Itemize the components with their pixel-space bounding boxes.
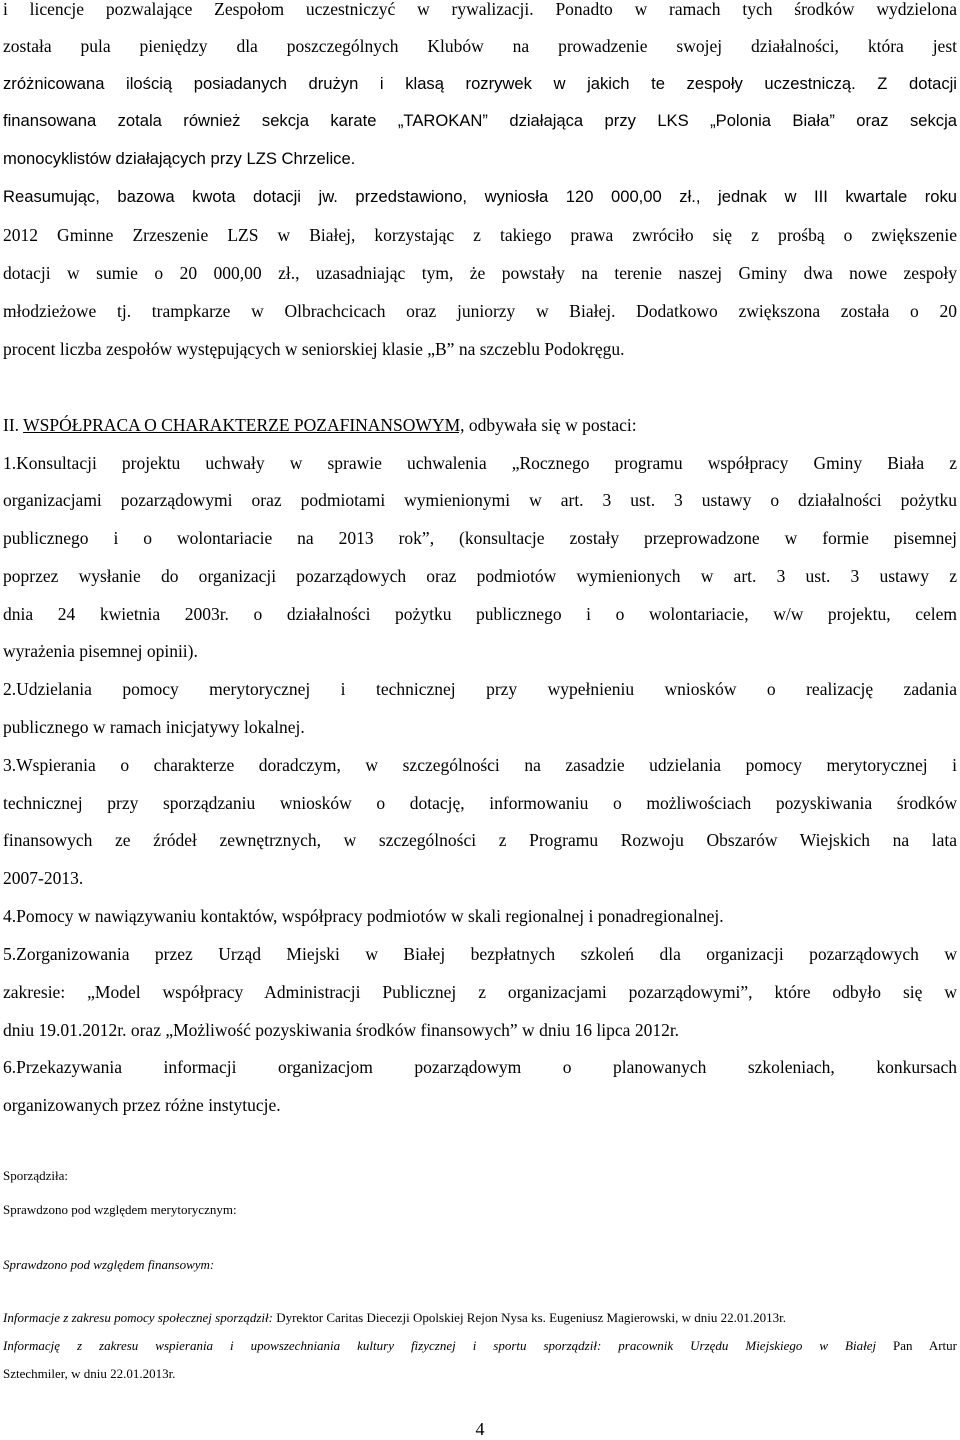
section-title-suffix: odbywała się w postaci:: [464, 415, 637, 435]
list-line: zakresie: „Model współpracy Administracji Publicznej z organizacjami pozarządowymi”, które odbyło się w: [3, 982, 957, 1002]
list-line: finansowych ze źródeł zewnętrznych, w szczególności z Programu Rozwoju Obszarów Wiejskich na lata: [3, 830, 957, 850]
list-line: dnia 24 kwietnia 2003r. o działalności pożytku publicznego i o wolontariacie, w/w projektu, celem: [3, 604, 957, 624]
list-line: 5.Zorganizowania przez Urząd Miejski w Białej bezpłatnych szkoleń dla organizacji pozarządowych w: [3, 944, 957, 964]
list-line: publicznego i o wolontariacie na 2013 rok”, (konsultacje zostały przeprowadzone w formie pisemnej: [3, 528, 957, 548]
page-number: 4: [475, 1419, 485, 1439]
footer-info-1-label: Informacje z zakresu pomocy społecznej sporządził:: [3, 1310, 273, 1325]
list-line: 2007-2013.: [3, 868, 84, 888]
footer-info-3: Sztechmiler, w dniu 22.01.2013r.: [3, 1366, 176, 1381]
footer-info-2-label: Informację z zakresu wspierania i upowszechniania kultury fizycznej i sportu sporządził: pracownik Urzędu Miejskiego w Białej: [3, 1338, 877, 1353]
body-line: monocyklistów działających przy LZS Chrzelice.: [3, 149, 356, 168]
list-line: poprzez wysłanie do organizacji pozarządowych oraz podmiotów wymienionych w art. 3 ust. 3 ustawy z: [3, 566, 957, 586]
body-line: młodzieżowe tj. trampkarze w Olbrachcicach oraz juniorzy w Białej. Dodatkowo zwiększona została o 20: [3, 301, 957, 321]
list-line: wyrażenia pisemnej opinii).: [3, 641, 198, 661]
section-title: WSPÓŁPRACA O CHARAKTERZE POZAFINANSOWYM,: [23, 415, 465, 435]
footer-info-1-value: Dyrektor Caritas Diecezji Opolskiej Rejon Nysa ks. Eugeniusz Magierowski, w dniu 22.01.2013r.: [272, 1310, 787, 1325]
list-line: technicznej przy sporządzaniu wniosków o dotację, informowaniu o możliwościach pozyskiwania środków: [3, 793, 957, 813]
footer-info-2-value: Pan Artur: [876, 1338, 957, 1353]
list-line: 6.Przekazywania informacji organizacjom pozarządowym o planowanych szkoleniach, konkursach: [3, 1057, 957, 1077]
body-line: dotacji w sumie o 20 000,00 zł., uzasadniając tym, że powstały na terenie naszej Gminy dwa nowe zespoły: [3, 263, 957, 283]
list-line: publicznego w ramach inicjatywy lokalnej.: [3, 717, 305, 737]
body-line: Reasumując, bazowa kwota dotacji jw. przedstawiono, wyniosła 120 000,00 zł., jednak w III kwartale roku: [3, 187, 957, 206]
footer-info-2: [3, 1337, 957, 1355]
body-line: i licencje pozwalające Zespołom uczestniczyć w rywalizacji. Ponadto w ramach tych środków wydzielona: [3, 0, 957, 19]
list-line: 4.Pomocy w nawiązywaniu kontaktów, współpracy podmiotów w skali regionalnej i ponadregionalnej.: [3, 906, 724, 926]
prepared-by: Sporządziła:: [3, 1168, 68, 1183]
section-number: II.: [3, 415, 24, 435]
list-line: 2.Udzielania pomocy merytorycznej i technicznej przy wypełnieniu wniosków o realizację zadania: [3, 679, 957, 699]
body-line: została pula pieniędzy dla poszczególnych Klubów na prowadzenie swojej działalności, która jest: [3, 36, 957, 56]
checked-content: Sprawdzono pod względem merytorycznym:: [3, 1202, 237, 1217]
section-heading: [3, 413, 957, 437]
list-line: 3.Wspierania o charakterze doradczym, w szczególności na zasadzie udzielania pomocy merytorycznej i: [3, 755, 957, 775]
body-line: zróżnicowana ilością posiadanych drużyn i klasą rozrywek w jakich te zespoły uczestniczą. Z dotacji: [3, 74, 957, 93]
list-line: organizacjami pozarządowymi oraz podmiotami wymienionymi w art. 3 ust. 3 ustawy o działalności pożytku: [3, 490, 957, 510]
body-line: procent liczba zespołów występujących w seniorskiej klasie „B” na szczeblu Podokręgu.: [3, 339, 625, 359]
checked-financial: Sprawdzono pod względem finansowym:: [3, 1257, 215, 1272]
body-line: finansowana zotala również sekcja karate „TAROKAN” działająca przy LKS „Polonia Biała” oraz sekcja: [3, 111, 957, 130]
list-line: organizowanych przez różne instytucje.: [3, 1095, 281, 1115]
body-line: 2012 Gminne Zrzeszenie LZS w Białej, korzystając z takiego prawa zwróciło się z prośbą o zwiększenie: [3, 225, 957, 245]
footer-info-1: [3, 1309, 957, 1327]
list-line: 1.Konsultacji projektu uchwały w sprawie uchwalenia „Rocznego programu współpracy Gminy Biała z: [3, 453, 957, 473]
list-line: dniu 19.01.2012r. oraz „Możliwość pozyskiwania środków finansowych” w dniu 16 lipca 2012r.: [3, 1020, 680, 1040]
